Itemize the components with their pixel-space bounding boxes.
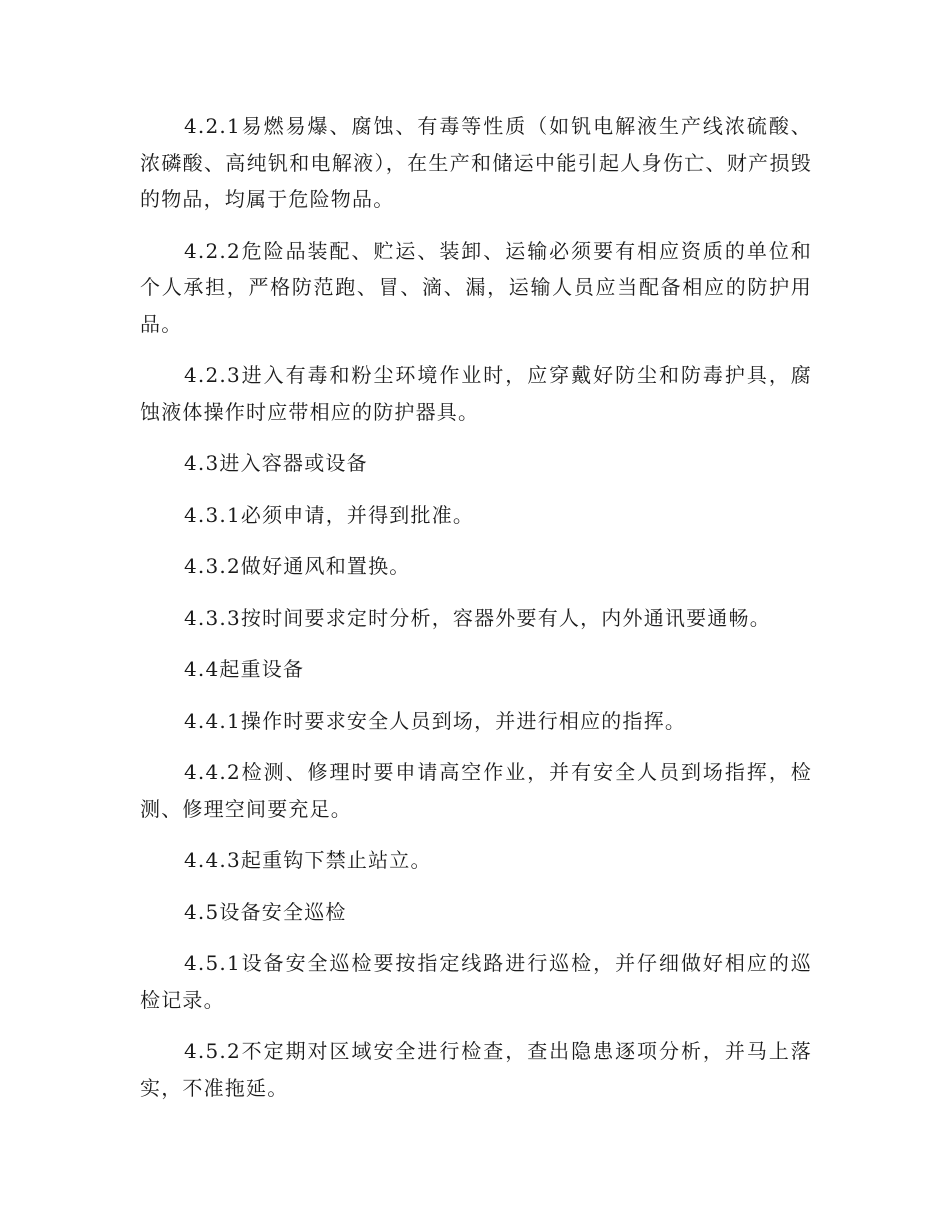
paragraph-4-3-1: 4.3.1必须申请，并得到批准。 xyxy=(184,502,475,527)
paragraph-4-5-2: 4.5.2不定期对区域安全进行检查，查出隐患逐项分析，并马上落实，不准拖延。 xyxy=(140,1039,812,1100)
paragraph-4-5-1: 4.5.1设备安全巡检要按指定线路进行巡检，并仔细做好相应的巡检记录。 xyxy=(140,951,812,1012)
heading-4-4: 4.4起重设备 xyxy=(184,657,305,681)
heading-4-5: 4.5设备安全巡检 xyxy=(184,899,347,924)
paragraph-4-3-3: 4.3.3按时间要求定时分析，容器外要有人，内外通讯要通畅。 xyxy=(184,605,771,630)
heading-4-3: 4.3进入容器或设备 xyxy=(184,451,368,475)
paragraph-4-2-1: 4.2.1易燃易爆、腐蚀、有毒等性质（如钒电解液生产线浓硫酸、浓磷酸、高纯钒和电解液），在生产和储运中能引起人身伤亡、财产损毁的物品，均属于危险物品。 xyxy=(140,114,812,211)
paragraph-4-3-2: 4.3.2做好通风和置换。 xyxy=(184,554,411,578)
paragraph-4-4-1: 4.4.1操作时要求安全人员到场，并进行相应的指挥。 xyxy=(184,708,687,733)
paragraph-4-2-3: 4.2.3进入有毒和粉尘环境作业时，应穿戴好防尘和防毒护具，腐蚀液体操作时应带相应的防护器具。 xyxy=(140,363,812,424)
paragraph-4-4-3: 4.4.3起重钩下禁止站立。 xyxy=(184,848,432,872)
paragraph-4-2-2: 4.2.2危险品装配、贮运、装卸、运输必须要有相应资质的单位和个人承担，严格防范跑、冒、滴、漏，运输人员应当配备相应的防护用品。 xyxy=(140,238,812,336)
document-body xyxy=(140,108,812,1121)
paragraph-4-4-2: 4.4.2检测、修理时要申请高空作业，并有安全人员到场指挥，检测、修理空间要充足。 xyxy=(140,760,812,821)
